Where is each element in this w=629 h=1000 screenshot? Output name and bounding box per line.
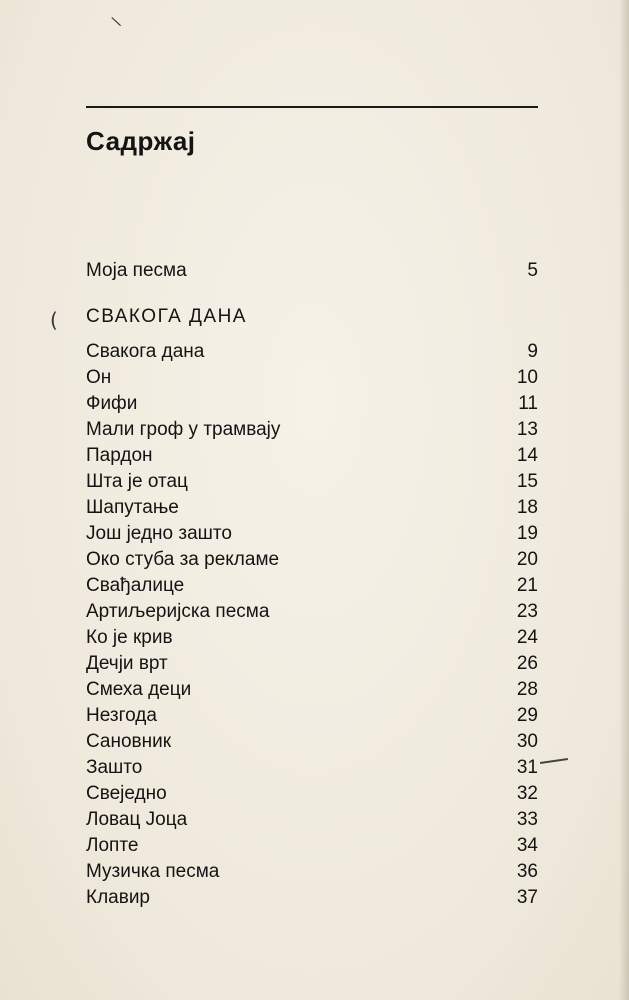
toc-entry-page: 37 <box>516 887 538 908</box>
toc-entry <box>86 258 538 284</box>
section-entries <box>86 339 538 911</box>
toc-entry <box>86 651 538 677</box>
page-title: Садржај <box>86 126 196 156</box>
toc-entry-page: 31 <box>516 757 538 778</box>
pencil-tick-mark: \ <box>110 13 123 31</box>
toc-entry <box>86 807 538 833</box>
toc-entry-page: 18 <box>516 497 538 518</box>
toc-entry <box>86 833 538 859</box>
toc-entry-title: Фифи <box>86 393 138 414</box>
section-heading: СВАКОГА ДАНА <box>86 306 247 327</box>
toc-entry <box>86 469 538 495</box>
toc-entry-title: Још једно зашто <box>86 523 232 544</box>
toc-entry-title: Свеједно <box>86 783 167 804</box>
toc-entry-title: Мали гроф у трамвају <box>86 419 281 440</box>
toc-entry-page: 11 <box>518 393 538 414</box>
toc-entry-title: Свакога дана <box>86 341 205 362</box>
toc-entry-title: Смеха деци <box>86 679 192 700</box>
toc-entry-title: Дечји врт <box>86 653 168 674</box>
toc-entry-page: 34 <box>516 835 538 856</box>
toc-entry-title: Шта је отац <box>86 471 188 492</box>
toc-entry-page: 24 <box>516 627 538 648</box>
toc-entry <box>86 885 538 911</box>
toc-entry-page: 9 <box>527 341 538 362</box>
toc-entry-title: Лопте <box>86 835 139 856</box>
toc-entry <box>86 859 538 885</box>
toc-entry <box>86 391 538 417</box>
toc-entry <box>86 365 538 391</box>
toc-entry-page: 32 <box>516 783 538 804</box>
toc-entry-page: 15 <box>516 471 538 492</box>
toc-entry-title: Незгода <box>86 705 157 726</box>
toc-entry-title: Ко је крив <box>86 627 173 648</box>
table-of-contents <box>86 258 538 911</box>
toc-entry <box>86 495 538 521</box>
toc-entry-page: 23 <box>516 601 538 622</box>
toc-entry <box>86 599 538 625</box>
toc-entry <box>86 573 538 599</box>
toc-entry <box>86 547 538 573</box>
toc-entry-page: 30 <box>516 731 538 752</box>
toc-entry-page: 36 <box>516 861 538 882</box>
toc-entry-title: Шапутање <box>86 497 179 518</box>
toc-entry-page: 10 <box>516 367 538 388</box>
page-edge-shadow <box>619 0 629 1000</box>
toc-entry-page: 33 <box>516 809 538 830</box>
margin-dash-mark <box>540 758 568 764</box>
toc-entry-page: 28 <box>516 679 538 700</box>
margin-mark: ( <box>50 308 58 332</box>
toc-entry-page: 5 <box>527 260 538 281</box>
toc-entry <box>86 339 538 365</box>
header-rule <box>86 106 538 108</box>
toc-entry <box>86 755 538 781</box>
toc-entry-page: 21 <box>516 575 538 596</box>
toc-entry-title: Сановник <box>86 731 172 752</box>
toc-entry-title: Свађалице <box>86 575 185 596</box>
toc-entry-title: Моја песма <box>86 260 187 281</box>
toc-entry-page: 29 <box>516 705 538 726</box>
toc-entry-title: Зашто <box>86 757 143 778</box>
toc-entry <box>86 521 538 547</box>
toc-entry-title: Пардон <box>86 445 153 466</box>
toc-entry-title: Клавир <box>86 887 150 908</box>
toc-entry <box>86 443 538 469</box>
toc-entry-page: 13 <box>516 419 538 440</box>
toc-entry <box>86 729 538 755</box>
toc-entry-title: Артиљеријска песма <box>86 601 270 622</box>
toc-entry <box>86 677 538 703</box>
toc-entry <box>86 417 538 443</box>
toc-entry-title: Музичка песма <box>86 861 220 882</box>
toc-entry-title: Он <box>86 367 112 388</box>
toc-entry-page: 20 <box>516 549 538 570</box>
toc-entry-page: 19 <box>516 523 538 544</box>
toc-entry-title: Око стуба за рекламе <box>86 549 280 570</box>
toc-entry <box>86 781 538 807</box>
toc-entry-title: Ловац Јоца <box>86 809 188 830</box>
toc-entry <box>86 625 538 651</box>
toc-entry-page: 26 <box>516 653 538 674</box>
toc-entry-page: 14 <box>516 445 538 466</box>
toc-entry <box>86 703 538 729</box>
